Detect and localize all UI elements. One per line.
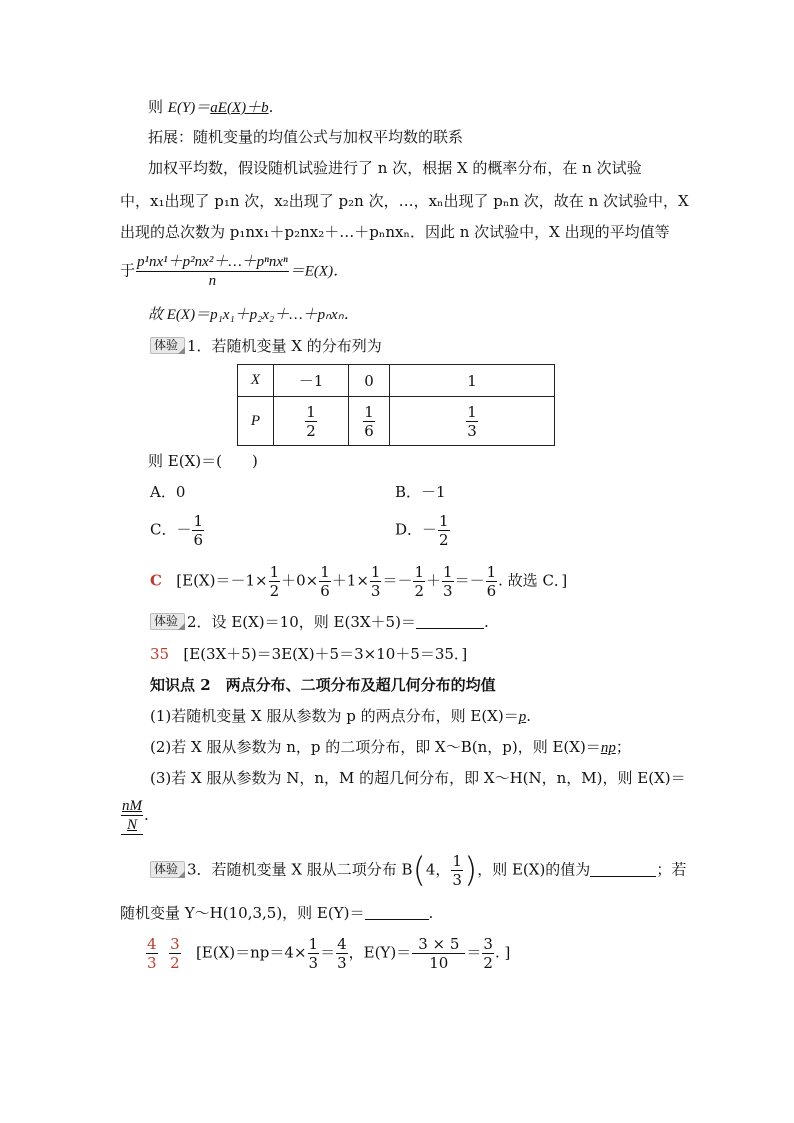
question-2: 体验 2．设 E(X)＝10，则 E(3X＋5)＝ . xyxy=(150,612,489,632)
answer-fraction: $\frac{3}{2}$ xyxy=(170,935,180,972)
answer-letter: C xyxy=(150,571,162,590)
question-2-solution: 35 [E(3X＋5)＝3E(X)＋5＝3×10＋5＝35．] xyxy=(150,645,468,663)
question-3-line-2: 随机变量 Y～H(10,3,5)，则 E(Y)＝ . xyxy=(120,904,434,922)
distribution-table xyxy=(237,364,555,446)
extension-paragraph-line: 加权平均数，假设随机试验进行了 n 次，根据 X 的概率分布，在 n 次试验 xyxy=(148,159,642,177)
table-cell: 0 xyxy=(349,365,390,397)
hypergeometric-mean: $\frac{nM}{N}$ . xyxy=(122,798,149,833)
extension-paragraph-line: 中，x₁出现了 p₁n 次，x₂出现了 p₂n 次，…，xₙ出现了 pₙn 次，故在 n 次试验中，X xyxy=(120,192,689,210)
option-c: C．－ $\frac{1}{6}$ xyxy=(150,512,204,549)
option-d: D．－ $\frac{1}{2}$ xyxy=(395,512,449,549)
answer-fraction: $\frac{4}{3}$ xyxy=(147,935,157,972)
table-cell: $\frac{1}{3}$ xyxy=(390,397,555,446)
weighted-mean-fraction: $\frac{\text{p¹nx¹＋p²nx²＋…＋pⁿnxⁿ}}{n}$ xyxy=(137,254,288,289)
extension-paragraph-line: 出现的总次数为 p₁nx₁＋p₂nx₂＋…＋pₙnxₙ．因此 n 次试验中，X 出现的平均值等 xyxy=(120,223,670,241)
practice-tag: 体验 xyxy=(150,337,185,354)
knowledge-point-2-title: 知识点 2 两点分布、二项分布及超几何分布的均值 xyxy=(150,676,496,694)
question-3-line-1: 体验 3．若随机变量 X 服从二项分布 B(4， $\frac{1}{3}$ )，则 E(X)的值为 ；若 xyxy=(150,852,686,889)
table-cell: －1 xyxy=(274,365,349,397)
answer-blank[interactable] xyxy=(590,862,656,877)
extension-conclusion: 故 E(X)＝p₁x₁＋p₂x₂＋…＋pₙxₙ． xyxy=(148,307,359,323)
knowledge-point-line: (3)若 X 服从参数为 N，n，M 的超几何分布，即 X～H(N，n，M)，则 E(X)＝ xyxy=(150,769,686,787)
question-3-solution: $\frac{4}{3}$ $\frac{3}{2}$ [E(X)＝np＝4× $\frac{1}{3}$ ＝ $\frac{4}{3}$ ，E(Y)＝ $\frac{3 \times 5}{10}$ ＝ $\frac{3}{2}$ . ] xyxy=(147,935,511,972)
extension-formula-line: 于 $\frac{\text{p¹nx¹＋p²nx²＋…＋pⁿnxⁿ}}{n}$ ＝E(X)． xyxy=(120,254,349,289)
table-cell: 1 xyxy=(390,365,555,397)
question-1-stem: 则 E(X)＝( ) xyxy=(148,452,258,470)
table-cell: $\frac{1}{6}$ xyxy=(349,397,390,446)
table-cell: X xyxy=(238,365,274,397)
table-cell: P xyxy=(238,397,274,446)
practice-tag: 体验 xyxy=(150,613,185,630)
knowledge-point-line: (1)若随机变量 X 服从参数为 p 的两点分布，则 E(X)＝p. xyxy=(150,707,531,725)
answer-blank[interactable] xyxy=(416,614,484,629)
answer-blank[interactable] xyxy=(365,905,429,920)
answer-value: 35 xyxy=(150,645,170,663)
question-1-header: 体验 1．若随机变量 X 的分布列为 xyxy=(150,336,382,356)
table-cell: $\frac{1}{2}$ xyxy=(274,397,349,446)
question-1-solution: C [E(X)＝－1× $\frac{1}{2}$ ＋0× $\frac{1}{6}$ ＋1× $\frac{1}{3}$ ＝－ $\frac{1}{2}$ ＋ $\frac{1}{3}$ ＝－ $\frac{1}{6}$ . 故选 C．] xyxy=(150,563,568,600)
option-a: A．0 xyxy=(150,483,186,501)
option-b: B．－1 xyxy=(395,483,446,501)
extension-title: 拓展：随机变量的均值公式与加权平均数的联系 xyxy=(148,128,464,146)
practice-tag: 体验 xyxy=(150,861,185,878)
intro-line: 则 E(Y)＝aE(X)＋b. xyxy=(148,98,274,116)
knowledge-point-line: (2)若 X 服从参数为 n，p 的二项分布，即 X～B(n，p)，则 E(X)＝np； xyxy=(150,738,631,756)
